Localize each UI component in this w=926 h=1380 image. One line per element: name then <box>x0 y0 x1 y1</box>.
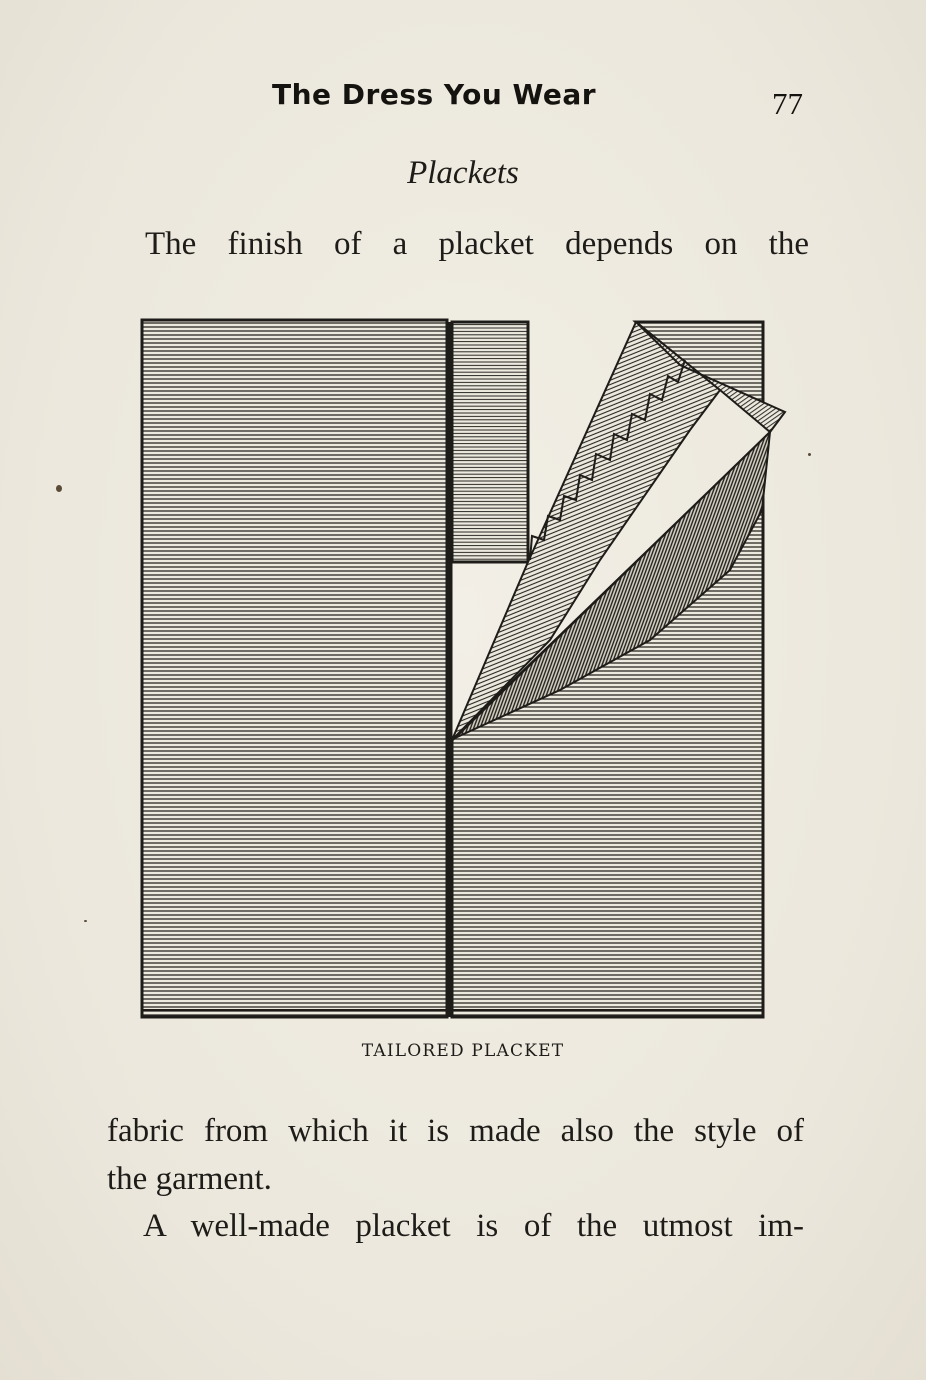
body-text-line: the garment. <box>107 1161 272 1197</box>
figure-caption: TAILORED PLACKET <box>361 1041 565 1061</box>
paper-speck <box>84 920 87 922</box>
running-head: The Dress You Wear <box>272 78 597 111</box>
page-number: 77 <box>772 86 803 121</box>
paper-speck <box>808 453 811 456</box>
body-text-line: The finish of a placket depends on the <box>145 226 809 262</box>
body-text-line: fabric from which it is made also the style of <box>107 1113 804 1149</box>
body-text-line: A well-made placket is of the utmost im- <box>143 1208 804 1244</box>
section-title: Plackets <box>407 155 519 191</box>
placket-engraving <box>130 310 800 1030</box>
paper-speck <box>56 485 62 492</box>
placket-illustration <box>130 310 800 1030</box>
